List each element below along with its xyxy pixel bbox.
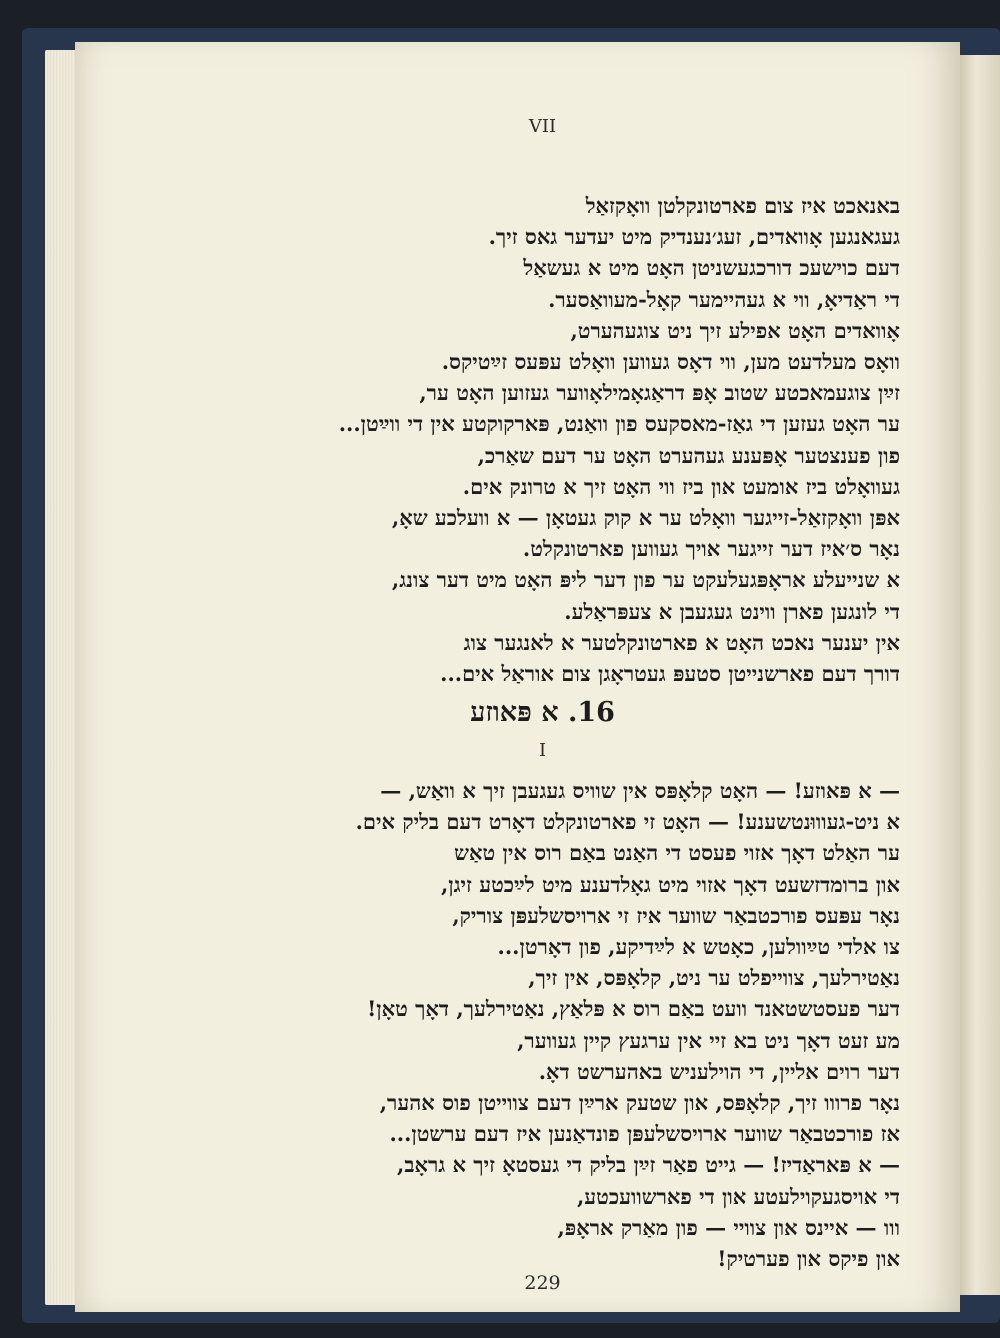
text-line: זײַן צוגעמאכטע שטוב אָפּ דראַגאָמילאָווער געזוען האָט ער, — [419, 380, 900, 406]
text-line: דורך דעם פארשנייטן סטעפּ געטראָגן צום אוראַל אים... — [440, 661, 900, 687]
text-line: — א פּאראַדיז! — גייט פאַר זײַן בליק די געסטאָ זיך א גראָב, — [397, 1152, 900, 1178]
text-line: און פיקס און פערטיק! — [717, 1246, 900, 1272]
text-line: ער האָט געזען די גאַז-מאסקעס פון וואַנט, פּארקוקטע אין די ווײַטן... — [338, 411, 900, 437]
book-page — [75, 42, 960, 1312]
text-line: אין יענער נאכט האָט א פארטונקלטער א לאנגער צוג — [463, 629, 900, 655]
text-line: נאָר פרווו זיך, קלאָפּס, און שטעק ארײַן דעם צווייטן פוס אהער, — [379, 1090, 900, 1116]
facing-page-edge — [960, 55, 1000, 1295]
text-line: נאַטירלעך, צווייפלט ער ניט, קלאָפּס, אין זיך, — [528, 965, 900, 991]
text-line: ווו — איינס און צוויי — פון מאַרק אראָפּ, — [557, 1214, 900, 1240]
text-line: די ראַדיאָ, ווי א געהיימער קאָל-מעוואַסער. — [548, 286, 900, 312]
text-line: א שנייעלע אראָפּגעלעקט ער פון דער ליפּ האָט מיט דער צונג, — [391, 567, 900, 593]
text-line: אָוואדים האָט אפילע זיך ניט צוגעהערט, — [570, 317, 900, 343]
text-line: אפּן וואָקזאַל-זייגער וואָלט ער א קוק געטאָן — א וועלכע שאָ, — [391, 505, 900, 531]
text-line: מע זעט דאָך ניט בא זיי אין ערגעץ קיין געווער, — [517, 1027, 900, 1053]
text-line: נאָר ס׳איז דער זייגער אויך געווען פארטונקלט. — [522, 536, 900, 562]
text-line: נאָר עפּעס פורכטבאַר שווער איז זי ארויסשלעפּן צוריק, — [452, 902, 900, 928]
text-line: — א פּאוזע! — האָט קלאָפּס אין שוויס געגעבן זיך א וואַש, — — [380, 778, 900, 803]
section-numeral: VII — [528, 116, 557, 137]
poem-stanza — [160, 775, 900, 1274]
text-line: די אויסגעקוילעטע און די פארשוועכטע, — [576, 1183, 900, 1209]
text-line: פון פענצטער אָפּענע געהערט האָט ער דעם שאַרכ, — [477, 442, 900, 468]
text-line: דעם כוישעכ דורכגעשניטן האָט מיט א געשאַל — [523, 255, 900, 281]
text-line: צו אלדי טײַוולען, כאָטש א לײַדיקע, פון דאָרטן... — [497, 934, 900, 960]
text-line: וואָס מעלדעט מען, ווי דאָס געווען וואָלט עפּעס זײַטיקס. — [441, 349, 900, 375]
text-line: דער רוים אליין, די הוילעניש באהערשט דאָ. — [538, 1058, 900, 1084]
text-line: די לונגען פארן ווינט געגעבן א צעפּראַלע. — [564, 598, 900, 624]
text-line: ער האַלט דאָך אזוי פעסט די האַנט באַם רוס אין טאַש — [454, 840, 900, 866]
text-line: געגאנגען אָוואדים, זעג׳נענדיק מיט יעדער גאס זיך. — [488, 224, 900, 250]
text-line: באנאכט איז צום פארטונקלטן וואָקזאַל — [585, 193, 900, 218]
page-stack-edge — [45, 50, 75, 1305]
text-line: אז פורכטבאַר שווער ארויסשלעפּן פונדאַנען איז דעם ערשטן... — [389, 1121, 900, 1147]
poem-stanza-previous — [160, 190, 900, 689]
page-number: 229 — [524, 1272, 561, 1294]
poem-title: 16. א פּאוזע — [470, 697, 615, 728]
text-line: דער פעסטשטאנד וועט באַם רוס א פּלאַץ, נאַטירלעך, דאָך טאָן! — [367, 996, 900, 1022]
text-line: א ניט-געוווּנטשענע! — האָט זי פארטונקלט דאָרט דעם בליק אים. — [355, 809, 900, 835]
text-line: געוואָלט ביז אומעט און ביז ווי האָט זיך א טרונק אים. — [462, 473, 900, 499]
poem-section-numeral: I — [538, 740, 547, 761]
text-line: און ברומדזשעט דאָך אזוי מיט גאָלדענע מיט לײַכטע זיגן, — [440, 871, 900, 897]
